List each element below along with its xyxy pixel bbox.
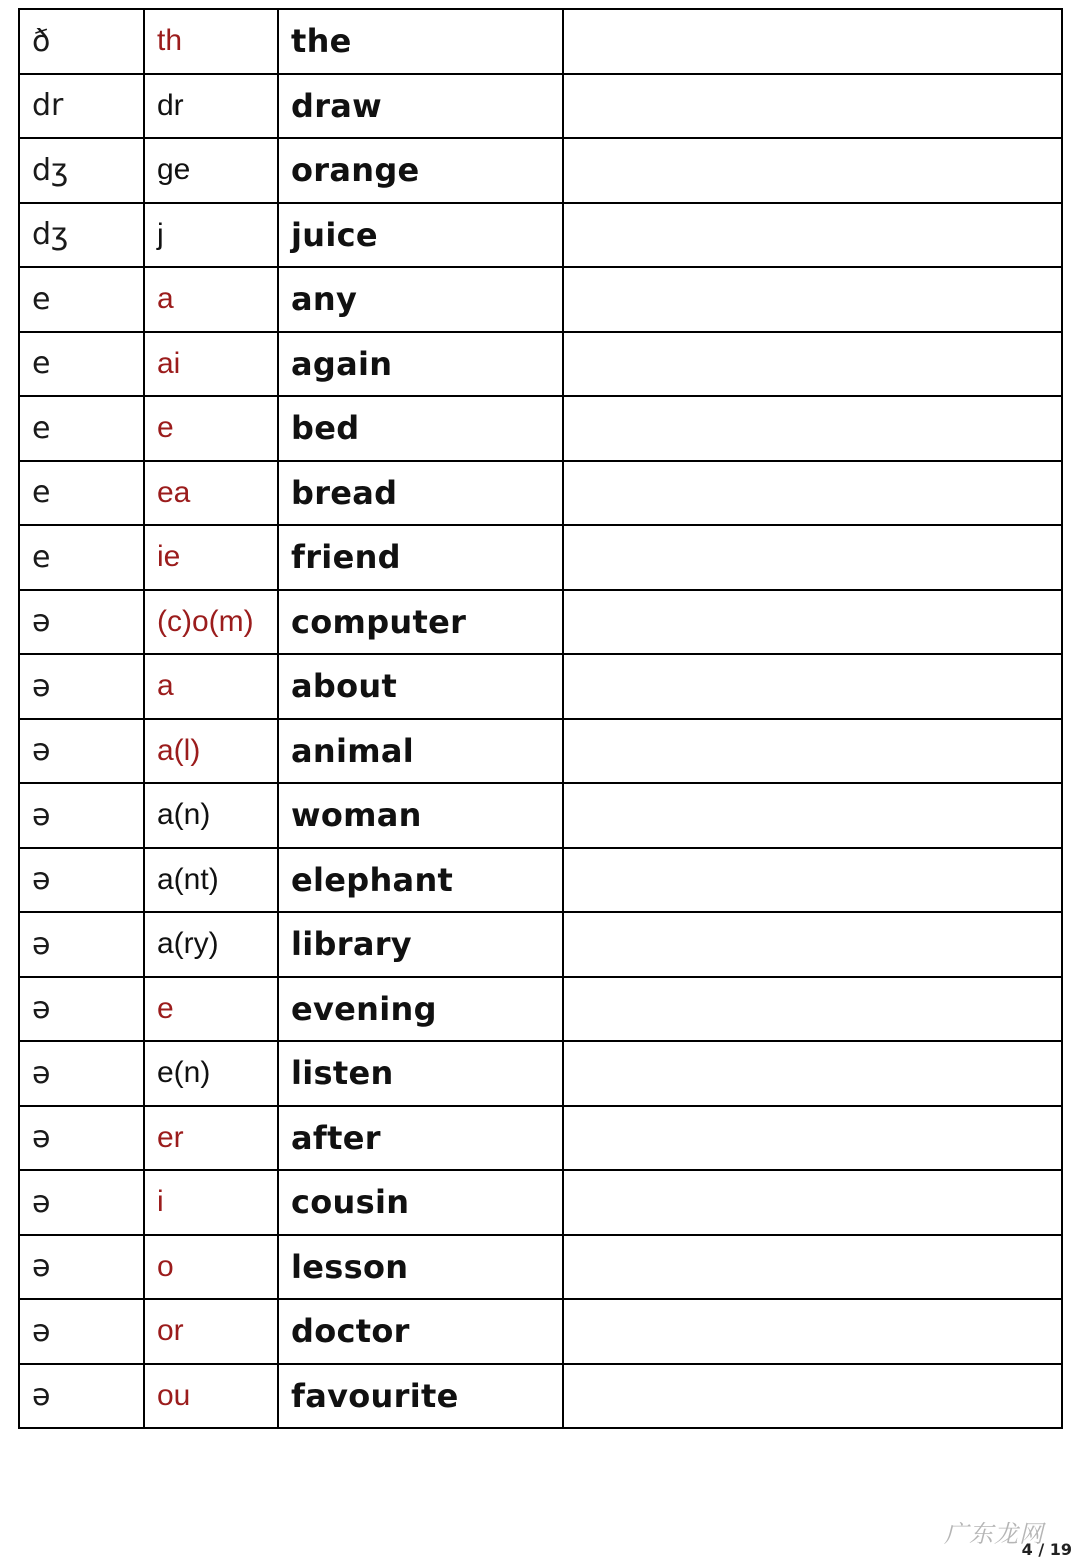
phoneme-cell: ə — [19, 1106, 144, 1171]
phoneme-cell: dʒ — [19, 138, 144, 203]
phoneme-cell: ð — [19, 9, 144, 74]
table-row — [19, 654, 1062, 719]
blank-cell — [563, 783, 1062, 848]
example-word-cell: evening — [278, 977, 563, 1042]
example-word-cell: after — [278, 1106, 563, 1171]
table-row — [19, 1170, 1062, 1235]
table-row — [19, 203, 1062, 268]
blank-cell — [563, 1170, 1062, 1235]
table-row — [19, 138, 1062, 203]
blank-cell — [563, 590, 1062, 655]
blank-cell — [563, 203, 1062, 268]
blank-cell — [563, 74, 1062, 139]
spelling-cell: a(nt) — [144, 848, 278, 913]
phoneme-cell: ə — [19, 912, 144, 977]
example-word-cell: juice — [278, 203, 563, 268]
spelling-cell: o — [144, 1235, 278, 1300]
blank-cell — [563, 912, 1062, 977]
table-row — [19, 1106, 1062, 1171]
example-word-cell: about — [278, 654, 563, 719]
spelling-cell: ou — [144, 1364, 278, 1429]
table-row — [19, 396, 1062, 461]
blank-cell — [563, 1364, 1062, 1429]
table-row — [19, 267, 1062, 332]
phoneme-cell: dr — [19, 74, 144, 139]
phoneme-cell: ə — [19, 654, 144, 719]
blank-cell — [563, 719, 1062, 784]
example-word-cell: woman — [278, 783, 563, 848]
spelling-cell: er — [144, 1106, 278, 1171]
example-word-cell: draw — [278, 74, 563, 139]
spelling-cell: j — [144, 203, 278, 268]
example-word-cell: bed — [278, 396, 563, 461]
phoneme-cell: ə — [19, 719, 144, 784]
spelling-cell: a — [144, 267, 278, 332]
example-word-cell: bread — [278, 461, 563, 526]
table-row — [19, 977, 1062, 1042]
table-row — [19, 783, 1062, 848]
table-row — [19, 1299, 1062, 1364]
example-word-cell: favourite — [278, 1364, 563, 1429]
table-body — [19, 9, 1062, 1428]
example-word-cell: computer — [278, 590, 563, 655]
example-word-cell: again — [278, 332, 563, 397]
example-word-cell: orange — [278, 138, 563, 203]
example-word-cell: listen — [278, 1041, 563, 1106]
phoneme-cell: e — [19, 332, 144, 397]
blank-cell — [563, 9, 1062, 74]
example-word-cell: library — [278, 912, 563, 977]
phoneme-cell: ə — [19, 977, 144, 1042]
blank-cell — [563, 396, 1062, 461]
table-row — [19, 1041, 1062, 1106]
table-row — [19, 912, 1062, 977]
example-word-cell: lesson — [278, 1235, 563, 1300]
example-word-cell: any — [278, 267, 563, 332]
example-word-cell: animal — [278, 719, 563, 784]
phoneme-cell: e — [19, 267, 144, 332]
table-row — [19, 9, 1062, 74]
spelling-cell: ea — [144, 461, 278, 526]
spelling-cell: a — [144, 654, 278, 719]
blank-cell — [563, 1106, 1062, 1171]
spelling-cell: ge — [144, 138, 278, 203]
blank-cell — [563, 267, 1062, 332]
phoneme-cell: e — [19, 461, 144, 526]
blank-cell — [563, 1299, 1062, 1364]
spelling-cell: ai — [144, 332, 278, 397]
blank-cell — [563, 848, 1062, 913]
spelling-cell: e — [144, 396, 278, 461]
blank-cell — [563, 977, 1062, 1042]
table-row — [19, 525, 1062, 590]
blank-cell — [563, 332, 1062, 397]
spelling-cell: (c)o(m) — [144, 590, 278, 655]
phoneme-cell: ə — [19, 1364, 144, 1429]
phoneme-cell: ə — [19, 1299, 144, 1364]
table-row — [19, 1235, 1062, 1300]
spelling-cell: dr — [144, 74, 278, 139]
table-row — [19, 848, 1062, 913]
table-row — [19, 332, 1062, 397]
spelling-cell: a(n) — [144, 783, 278, 848]
page-number: 4 / 19 — [1021, 1540, 1072, 1559]
table-row — [19, 461, 1062, 526]
phoneme-cell: e — [19, 525, 144, 590]
blank-cell — [563, 654, 1062, 719]
example-word-cell: cousin — [278, 1170, 563, 1235]
table-row — [19, 74, 1062, 139]
blank-cell — [563, 1235, 1062, 1300]
spelling-cell: e(n) — [144, 1041, 278, 1106]
phoneme-cell: dʒ — [19, 203, 144, 268]
spelling-cell: i — [144, 1170, 278, 1235]
phoneme-cell: ə — [19, 1235, 144, 1300]
example-word-cell: elephant — [278, 848, 563, 913]
table-row — [19, 719, 1062, 784]
phoneme-cell: ə — [19, 1170, 144, 1235]
watermark-logo: 广东龙网 — [944, 1520, 1044, 1548]
example-word-cell: doctor — [278, 1299, 563, 1364]
spelling-cell: or — [144, 1299, 278, 1364]
spelling-cell: ie — [144, 525, 278, 590]
blank-cell — [563, 525, 1062, 590]
blank-cell — [563, 1041, 1062, 1106]
blank-cell — [563, 138, 1062, 203]
spelling-cell: th — [144, 9, 278, 74]
phoneme-cell: e — [19, 396, 144, 461]
phoneme-cell: ə — [19, 848, 144, 913]
spelling-cell: a(l) — [144, 719, 278, 784]
phoneme-cell: ə — [19, 1041, 144, 1106]
phonics-table — [18, 8, 1063, 1429]
spelling-cell: a(ry) — [144, 912, 278, 977]
example-word-cell: the — [278, 9, 563, 74]
phoneme-cell: ə — [19, 783, 144, 848]
example-word-cell: friend — [278, 525, 563, 590]
spelling-cell: e — [144, 977, 278, 1042]
table-row — [19, 1364, 1062, 1429]
blank-cell — [563, 461, 1062, 526]
table-row — [19, 590, 1062, 655]
phoneme-cell: ə — [19, 590, 144, 655]
